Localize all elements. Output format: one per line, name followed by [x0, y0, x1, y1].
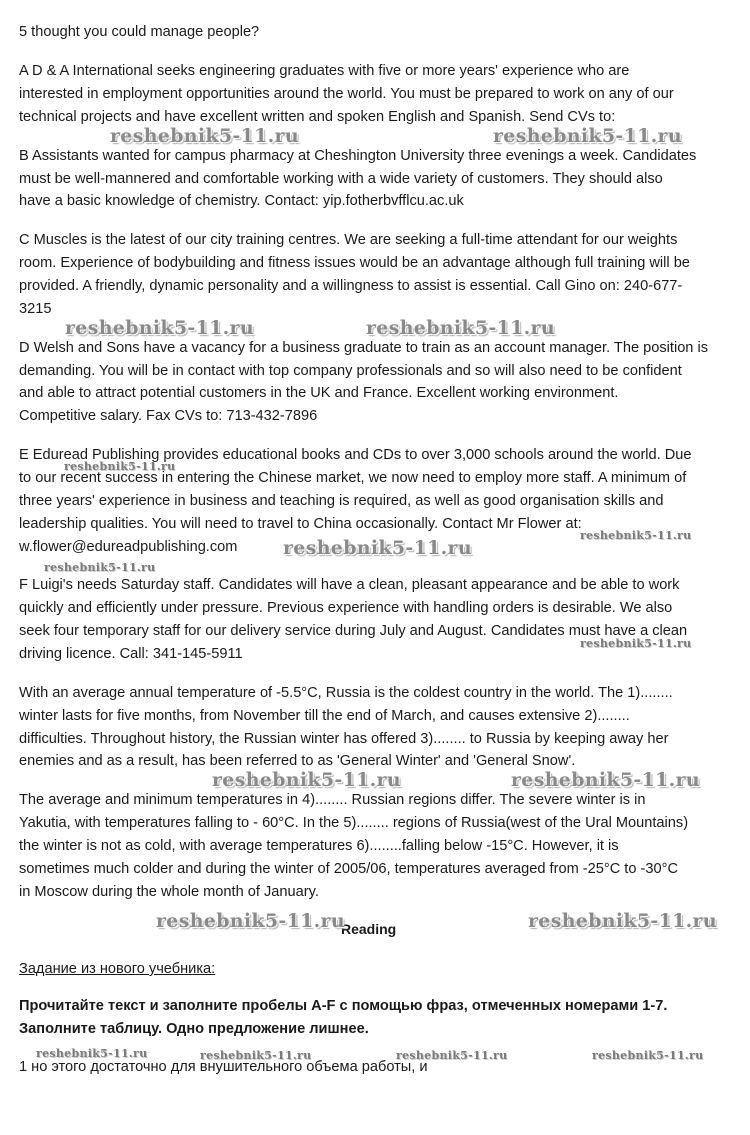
- text-line: With an average annual temperature of -5.5°C, Russia is the coldest country in the world. The 1)........: [19, 685, 673, 701]
- ad-e-line: to our recent success in entering the Chinese market, we now need to employ more staff. A minimum of: [19, 470, 687, 486]
- task-instruction: Прочитайте текст и заполните пробелы A-F с помощью фраз, отмеченных номерами 1-7.: [19, 998, 668, 1014]
- watermark: reshebnik5-11.ru: [200, 1049, 312, 1062]
- ad-b-line: must be well-mannered and comfortable working with a wide variety of customers. They should also: [19, 171, 663, 187]
- ad-f-line: F Luigi's needs Saturday staff. Candidates will have a clean, pleasant appearance and be able to work: [19, 577, 680, 593]
- ad-c-line: provided. A friendly, dynamic personality and a willingness to assist is essential. Call Gino on: 240-677-: [19, 278, 683, 294]
- ad-e-line: E Eduread Publishing provides educational books and CDs to over 3,000 schools around the world. Due: [19, 447, 692, 463]
- watermark: reshebnik5-11.ru: [283, 537, 472, 559]
- watermark: reshebnik5-11.ru: [580, 529, 692, 542]
- ad-d-line: demanding. You will be in contact with top company professionals and so will also need to be confident: [19, 363, 682, 379]
- task-link[interactable]: Задание из нового учебника:: [19, 961, 216, 977]
- reading-label: Reading: [341, 921, 397, 937]
- ad-e-line: three years' experience in business and teaching is required, as well as good organisation skills and: [19, 493, 664, 509]
- watermark: reshebnik5-11.ru: [212, 769, 401, 791]
- watermark: reshebnik5-11.ru: [110, 125, 299, 147]
- text-line: difficulties. Throughout history, the Russian winter has offered 3)........ to Russia by keeping away her: [19, 731, 669, 747]
- text-line: in Moscow during the whole month of January.: [19, 884, 319, 900]
- text-line: sometimes much colder and during the winter of 2005/06, temperatures averaged from -25°C to -30°C: [19, 861, 678, 877]
- watermark: reshebnik5-11.ru: [511, 769, 700, 791]
- watermark: reshebnik5-11.ru: [36, 1047, 148, 1060]
- watermark: reshebnik5-11.ru: [528, 910, 717, 932]
- ad-f-line: seek four temporary staff for our delivery service during July and August. Candidates must have a clean: [19, 623, 688, 639]
- watermark: reshebnik5-11.ru: [366, 317, 555, 339]
- ad-d-line: Competitive salary. Fax CVs to: 713-432-7896: [19, 408, 318, 424]
- ad-d-line: and able to attract potential customers in the UK and France. Excellent working environment.: [19, 385, 619, 401]
- text-line: winter lasts for five months, from November till the end of March, and causes extensive 2)........: [19, 708, 630, 724]
- watermark: reshebnik5-11.ru: [580, 637, 692, 650]
- ad-b-line: B Assistants wanted for campus pharmacy at Cheshington University three evenings a week. Candidates: [19, 148, 697, 164]
- ad-c-line: 3215: [19, 301, 52, 317]
- exercise-heading: 5 thought you could manage people?: [19, 24, 260, 40]
- ad-a-line: technical projects and have excellent written and spoken English and Spanish. Send CVs to:: [19, 109, 616, 125]
- watermark: reshebnik5-11.ru: [156, 910, 345, 932]
- ad-b-line: have a basic knowledge of chemistry. Contact: yip.fotherbvfflcu.ac.uk: [19, 193, 464, 209]
- ad-a-line: interested in employment opportunities around the world. You must be prepared to work on any of our: [19, 86, 674, 102]
- watermark: reshebnik5-11.ru: [592, 1049, 704, 1062]
- ad-e-email: w.flower@edureadpublishing.com: [19, 539, 238, 555]
- text-line: The average and minimum temperatures in 4)........ Russian regions differ. The severe winter is in: [19, 792, 646, 808]
- ad-f-line: driving licence. Call: 341-145-5911: [19, 646, 243, 662]
- task-instruction: Заполните таблицу. Одно предложение лишнее.: [19, 1021, 369, 1037]
- ad-d-line: D Welsh and Sons have a vacancy for a business graduate to train as an account manager. The position is: [19, 340, 709, 356]
- text-line: the winter is not as cold, with average temperatures 6)........falling below -15°C. However, it is: [19, 838, 619, 854]
- ad-c-line: room. Experience of bodybuilding and fitness issues would be an advantage although full training will be: [19, 255, 690, 271]
- watermark: reshebnik5-11.ru: [44, 561, 156, 574]
- watermark: reshebnik5-11.ru: [396, 1049, 508, 1062]
- ad-e-line: leadership qualities. You will need to travel to China occasionally. Contact Mr Flower at:: [19, 516, 582, 532]
- watermark: reshebnik5-11.ru: [64, 460, 176, 473]
- phrase-item: 1 но этого достаточно для внушительного объема работы, и: [19, 1059, 428, 1075]
- ad-a-line: A D & A International seeks engineering graduates with five or more years' experience who are: [19, 63, 630, 79]
- ad-f-line: quickly and efficiently under pressure. Previous experience with handling orders is desirable. We also: [19, 600, 673, 616]
- text-line: Yakutia, with temperatures falling to - 60°C. In the 5)........ regions of Russia(west of the Ural Mountains): [19, 815, 689, 831]
- watermark: reshebnik5-11.ru: [493, 125, 682, 147]
- watermark: reshebnik5-11.ru: [65, 317, 254, 339]
- ad-c-line: C Muscles is the latest of our city training centres. We are seeking a full-time attendant for our weights: [19, 232, 678, 248]
- text-line: enemies and as a result, has been referred to as 'General Winter' and 'General Snow'.: [19, 753, 576, 769]
